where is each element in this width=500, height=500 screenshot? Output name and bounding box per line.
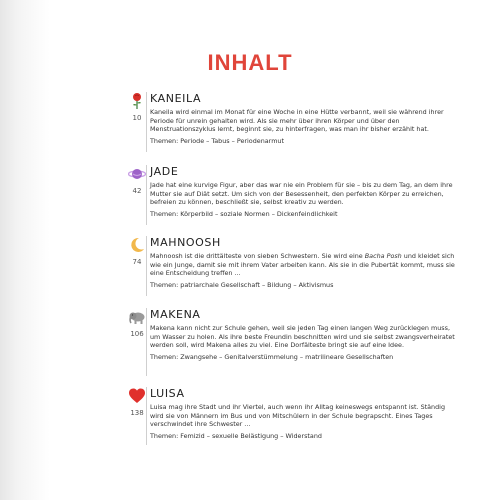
entry-themes: Themen: patriarchale Gesellschaft – Bildung – Aktivismus (150, 280, 334, 289)
entry-description: Makena kann nicht zur Schule gehen, weil sie jeden Tag einen langen Weg zurücklegen muss, um Wasser zu holen. Als ihre beste Freundin beschnitten wird und sie selbst zwangsverheiratet werden soll, wird Makena alles zu viel. Eine Dorfälteste bringt sie auf eine Idee. (150, 324, 455, 350)
toc-entry-jade[interactable] (132, 165, 460, 218)
divider (146, 387, 147, 445)
divider (146, 308, 147, 376)
page-number: 74 (132, 258, 142, 266)
entry-name: KANEILA (150, 92, 202, 105)
description-emphasis: Bacha Posh (364, 252, 402, 260)
divider (146, 92, 147, 152)
divider (146, 165, 147, 225)
entry-description: Luisa mag ihre Stadt und ihr Viertel, auch wenn ihr Alltag keineswegs entspannt ist. Ständig wird sie von Männern im Bus und von Mitschülern in der Schule begrapscht. Eines Tages verschwindet ihre Schwester ... (150, 403, 445, 429)
crescent-moon-icon (128, 236, 146, 254)
toc-entry-makena[interactable] (130, 308, 460, 361)
entry-themes: Themen: Körperbild – soziale Normen – Dickenfeindlichkeit (150, 209, 338, 218)
page-number: 106 (130, 330, 144, 338)
rose-icon (128, 92, 146, 110)
entry-name: LUISA (150, 387, 185, 400)
toc-entry-luisa[interactable] (130, 387, 460, 440)
page-number: 10 (132, 114, 142, 122)
toc-entry-mahnoosh[interactable] (132, 236, 460, 289)
entry-themes: Themen: Zwangsehe – Genitalverstümmelung – matrilineare Gesellschaften (150, 352, 394, 361)
divider (146, 236, 147, 296)
entry-name: MAKENA (150, 308, 201, 321)
entry-themes: Themen: Periode – Tabus – Periodenarmut (150, 136, 284, 145)
description-part: und kleidet sich wie ein Junge, damit sie mit ihrem Vater arbeiten kann. Als sie in die Pubertät kommt, muss sie eine Entscheidung treffen ... (150, 252, 455, 278)
entry-themes: Themen: Femizid – sexuelle Belästigung – Widerstand (150, 431, 322, 440)
page-number: 138 (130, 409, 144, 417)
entry-description (150, 252, 460, 278)
heart-icon (128, 387, 146, 405)
toc-entry-kaneila[interactable] (132, 92, 460, 145)
entry-description: Kaneila wird einmal im Monat für eine Woche in eine Hütte verbannt, weil sie während ihrer Periode für unrein gehalten wird. Als sie mehr über ihren Körper und über den Menstruationszyklus lernt, beginnt sie, zu hinterfragen, was man ihr bisher erzählt hat. (150, 108, 444, 134)
entry-name: MAHNOOSH (150, 236, 221, 249)
elephant-icon (128, 308, 146, 326)
page-number: 42 (132, 187, 142, 195)
entry-name: JADE (150, 165, 179, 178)
description-part: Mahnoosh ist die drittälteste von sieben Schwestern. Sie wird eine (150, 252, 365, 260)
planet-icon (128, 165, 146, 183)
entry-description: Jade hat eine kurvige Figur, aber das war nie ein Problem für sie – bis zu dem Tag, an dem ihre Mutter sie auf Diät setzt. Um sich von der Besessenheit, den perfekten Körper zu erreichen, befreien zu können, beschließt sie, selbst kreativ zu werden. (150, 181, 453, 207)
page-title: INHALT (207, 50, 293, 75)
